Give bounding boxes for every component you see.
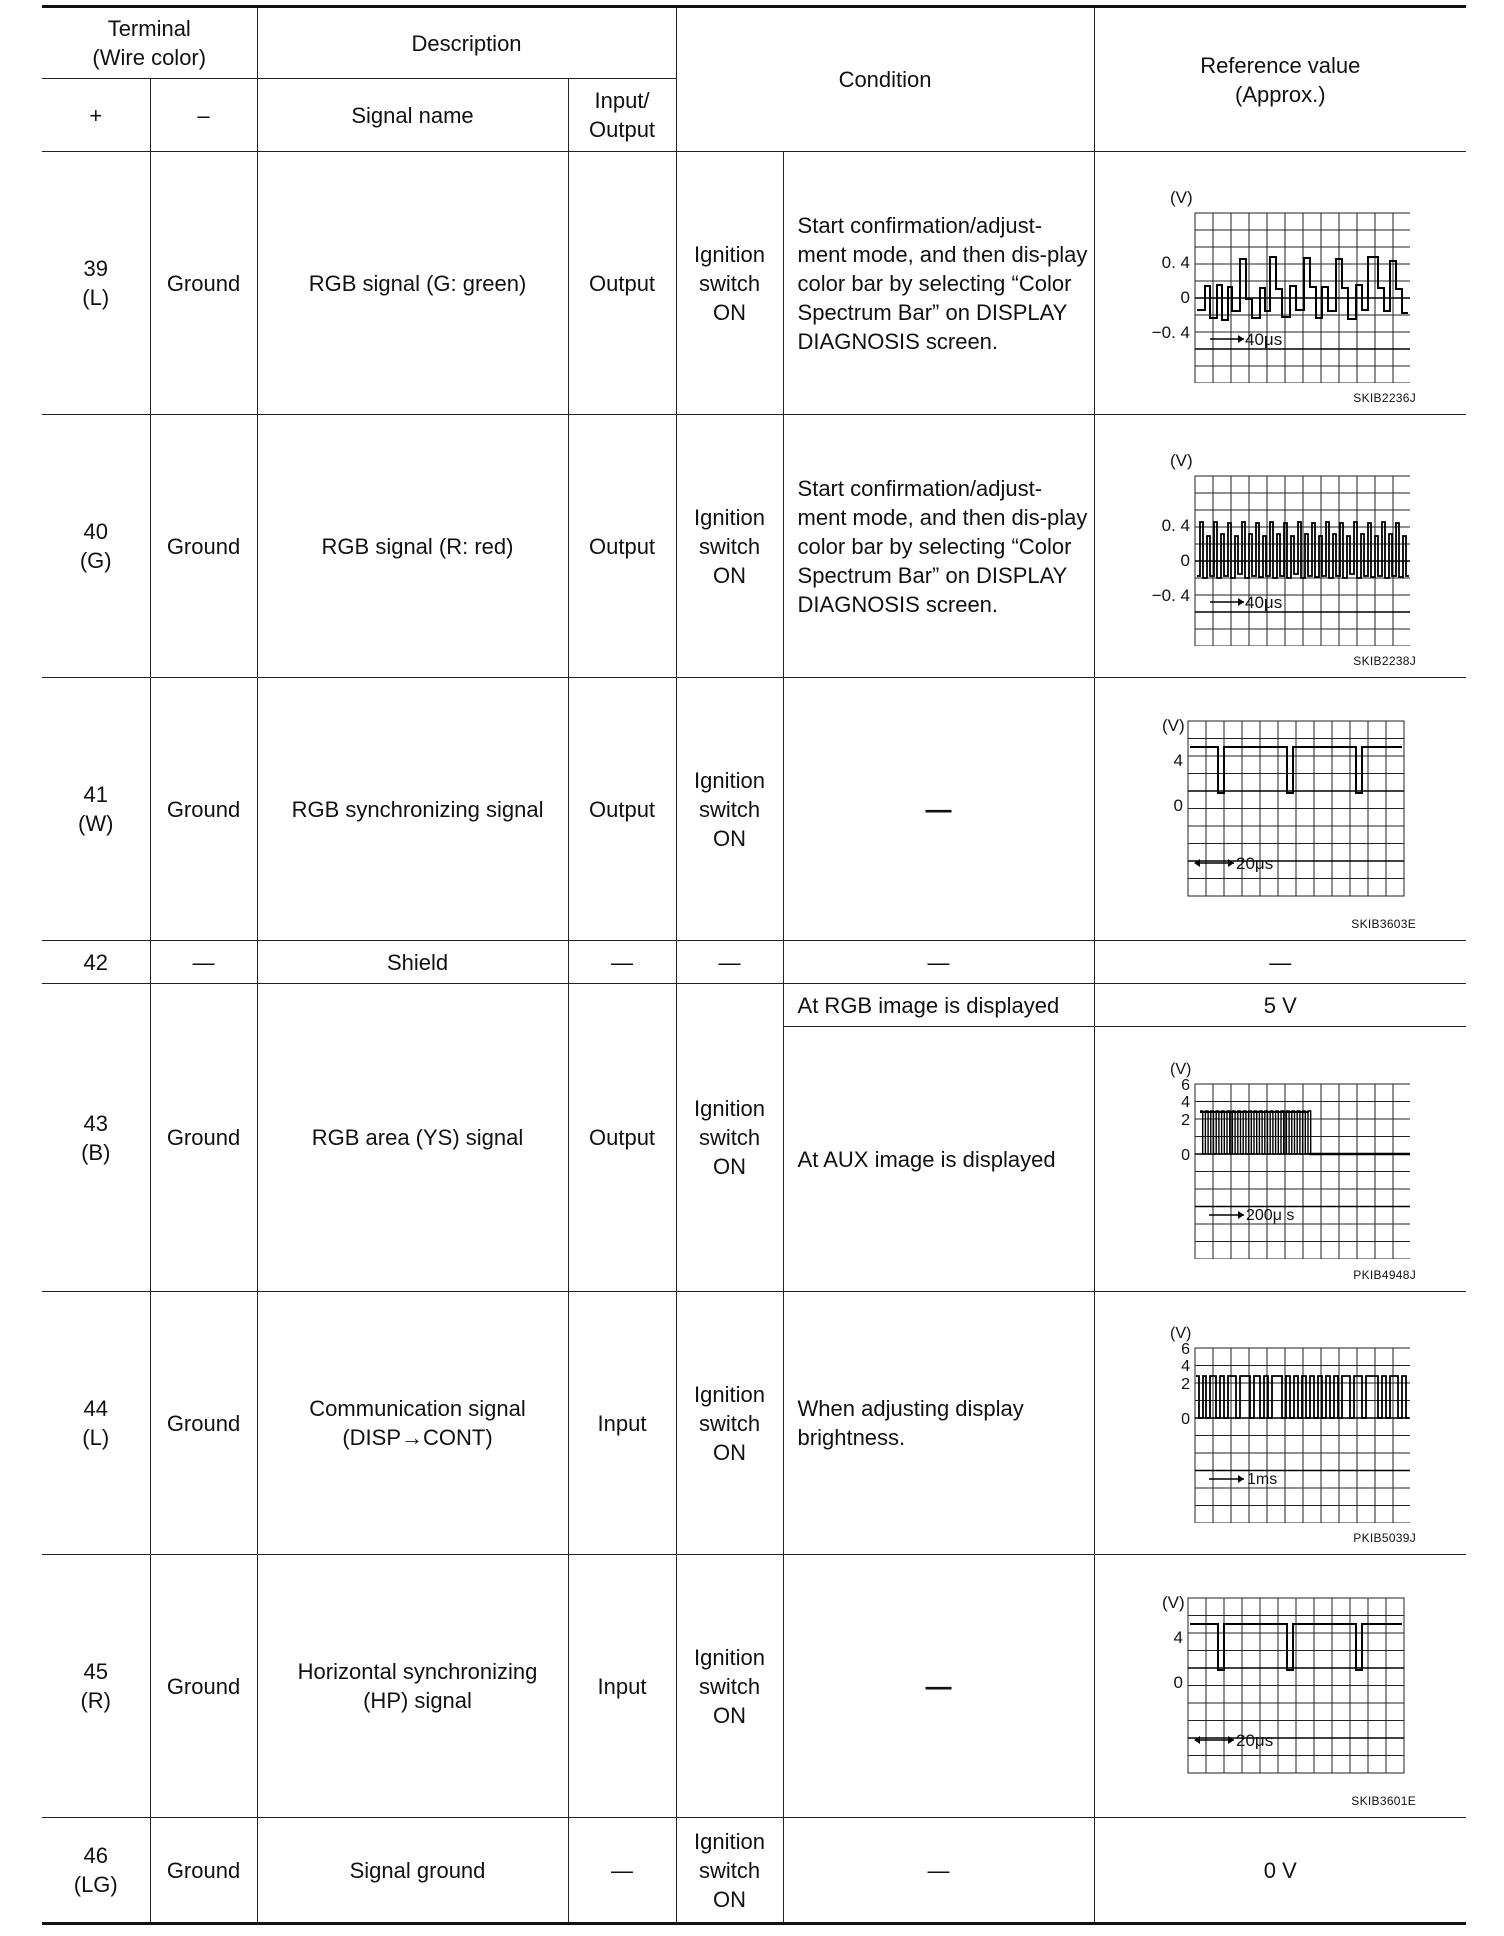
terminal-cell: 44 (L) <box>42 1292 150 1555</box>
terminal-header: Terminal (Wire color) <box>42 7 257 79</box>
y-tick-label: 0. 4 <box>1161 253 1191 272</box>
time-scale-label: 20μs <box>1236 1731 1274 1750</box>
y-tick-label: −0. 4 <box>1152 586 1191 605</box>
y-tick-label: 0 <box>1173 1673 1184 1692</box>
y-tick-label: 0 <box>1180 288 1191 307</box>
condition-cell: — <box>783 678 1094 941</box>
table-row <box>42 1818 1466 1924</box>
reference-cell <box>1094 152 1466 415</box>
terminal-cell: 45 (R) <box>42 1555 150 1818</box>
io-header: Input/ Output <box>568 79 676 152</box>
io-cell: Output <box>568 152 676 415</box>
reference-cell: — <box>1094 941 1466 984</box>
ignition-cell: Ignition switch ON <box>676 1555 783 1818</box>
oscilloscope-waveform-43 <box>1150 1059 1410 1259</box>
signal-name-cell: Shield <box>257 941 568 984</box>
condition-header: Condition <box>676 7 1094 152</box>
description-header: Description <box>257 7 676 79</box>
oscilloscope-waveform-41 <box>1150 709 1410 909</box>
unit-label: (V) <box>1162 716 1185 735</box>
condition-cell: Start confirmation/adjust-ment mode, and then dis-play color bar by selecting “Color Spectrum Bar” on DISPLAY DIAGNOSIS screen. <box>783 415 1094 678</box>
y-tick-label: 4 <box>1173 751 1184 770</box>
terminal-cell: 41 (W) <box>42 678 150 941</box>
table-row <box>42 1292 1466 1555</box>
minus-cell: Ground <box>150 678 257 941</box>
reference-cell <box>1094 1027 1466 1292</box>
signal-name-cell: RGB signal (G: green) <box>257 152 568 415</box>
reference-cell <box>1094 415 1466 678</box>
minus-cell: Ground <box>150 984 257 1292</box>
figure-id: SKIB2238J <box>1353 654 1417 668</box>
table-row <box>42 678 1466 941</box>
time-scale-label: 200μ s <box>1246 1207 1295 1224</box>
y-tick-label: 0 <box>1180 551 1191 570</box>
io-cell: Input <box>568 1555 676 1818</box>
ignition-cell: Ignition switch ON <box>676 678 783 941</box>
minus-cell: Ground <box>150 1292 257 1555</box>
reference-cell: 5 V <box>1094 984 1466 1027</box>
unit-label: (V) <box>1170 451 1193 470</box>
y-tick-label: 2 <box>1181 1376 1191 1393</box>
minus-cell: Ground <box>150 1555 257 1818</box>
minus-header: – <box>150 79 257 152</box>
y-tick-label: 0 <box>1181 1147 1191 1164</box>
io-cell: Input <box>568 1292 676 1555</box>
terminal-cell: 46 (LG) <box>42 1818 150 1924</box>
y-tick-label: 6 <box>1181 1341 1191 1358</box>
condition-cell: Start confirmation/adjust-ment mode, and then dis-play color bar by selecting “Color Spectrum Bar” on DISPLAY DIAGNOSIS screen. <box>783 152 1094 415</box>
unit-label: (V) <box>1162 1593 1185 1612</box>
ignition-cell: Ignition switch ON <box>676 415 783 678</box>
terminal-cell: 43 (B) <box>42 984 150 1292</box>
io-cell: — <box>568 941 676 984</box>
minus-cell: — <box>150 941 257 984</box>
condition-cell: At RGB image is displayed <box>783 984 1094 1027</box>
terminal-spec-table <box>42 5 1466 1925</box>
y-tick-label: 0. 4 <box>1161 516 1191 535</box>
y-tick-label: 0 <box>1173 796 1184 815</box>
signal-name-cell: Signal ground <box>257 1818 568 1924</box>
time-scale-label: 40μs <box>1245 330 1283 349</box>
y-tick-label: 2 <box>1181 1112 1191 1129</box>
time-scale-label: 1ms <box>1247 1471 1278 1488</box>
oscilloscope-waveform-45 <box>1150 1586 1410 1786</box>
header-row-1 <box>42 7 1466 79</box>
y-tick-label: 0 <box>1181 1411 1191 1428</box>
io-cell: Output <box>568 678 676 941</box>
signal-name-cell: Horizontal synchronizing (HP) signal <box>257 1555 568 1818</box>
figure-id: SKIB3601E <box>1351 1794 1417 1808</box>
condition-cell: — <box>783 1555 1094 1818</box>
reference-header: Reference value (Approx.) <box>1094 7 1466 152</box>
figure-id: SKIB2236J <box>1353 391 1417 405</box>
terminal-cell: 42 <box>42 941 150 984</box>
y-tick-label: 4 <box>1181 1358 1191 1375</box>
unit-label: (V) <box>1170 1325 1192 1342</box>
table-row <box>42 1555 1466 1818</box>
io-cell: — <box>568 1818 676 1924</box>
terminal-cell: 40 (G) <box>42 415 150 678</box>
reference-cell <box>1094 1292 1466 1555</box>
y-tick-label: 4 <box>1181 1094 1191 1111</box>
unit-label: (V) <box>1170 1061 1192 1078</box>
plus-header: + <box>42 79 150 152</box>
table-row <box>42 984 1466 1027</box>
io-cell: Output <box>568 984 676 1292</box>
y-tick-label: 4 <box>1173 1628 1184 1647</box>
signal-name-header: Signal name <box>257 79 568 152</box>
condition-cell: At AUX image is displayed <box>783 1027 1094 1292</box>
y-tick-label: 6 <box>1181 1077 1191 1094</box>
ignition-cell: Ignition switch ON <box>676 984 783 1292</box>
figure-id: PKIB4948J <box>1353 1268 1417 1282</box>
table-row <box>42 415 1466 678</box>
figure-id: SKIB3603E <box>1351 917 1417 931</box>
condition-cell: — <box>783 1818 1094 1924</box>
reference-cell <box>1094 678 1466 941</box>
table-row <box>42 152 1466 415</box>
condition-cell: When adjusting display brightness. <box>783 1292 1094 1555</box>
signal-name-cell: RGB synchronizing signal <box>257 678 568 941</box>
time-scale-label: 40μs <box>1245 593 1283 612</box>
figure-id: PKIB5039J <box>1353 1531 1417 1545</box>
ignition-cell: Ignition switch ON <box>676 1292 783 1555</box>
minus-cell: Ground <box>150 415 257 678</box>
oscilloscope-waveform-44 <box>1150 1323 1410 1523</box>
ignition-cell: — <box>676 941 783 984</box>
condition-cell: — <box>783 941 1094 984</box>
unit-label: (V) <box>1170 188 1193 207</box>
y-tick-label: −0. 4 <box>1152 323 1191 342</box>
oscilloscope-waveform-39 <box>1150 183 1410 383</box>
ignition-cell: Ignition switch ON <box>676 1818 783 1924</box>
time-scale-label: 20μs <box>1236 854 1274 873</box>
terminal-cell: 39 (L) <box>42 152 150 415</box>
oscilloscope-waveform-40 <box>1150 446 1410 646</box>
ignition-cell: Ignition switch ON <box>676 152 783 415</box>
signal-name-cell: RGB area (YS) signal <box>257 984 568 1292</box>
signal-name-cell: RGB signal (R: red) <box>257 415 568 678</box>
reference-cell <box>1094 1555 1466 1818</box>
signal-name-cell: Communication signal (DISP→CONT) <box>257 1292 568 1555</box>
io-cell: Output <box>568 415 676 678</box>
minus-cell: Ground <box>150 152 257 415</box>
minus-cell: Ground <box>150 1818 257 1924</box>
reference-cell: 0 V <box>1094 1818 1466 1924</box>
table-row <box>42 941 1466 984</box>
